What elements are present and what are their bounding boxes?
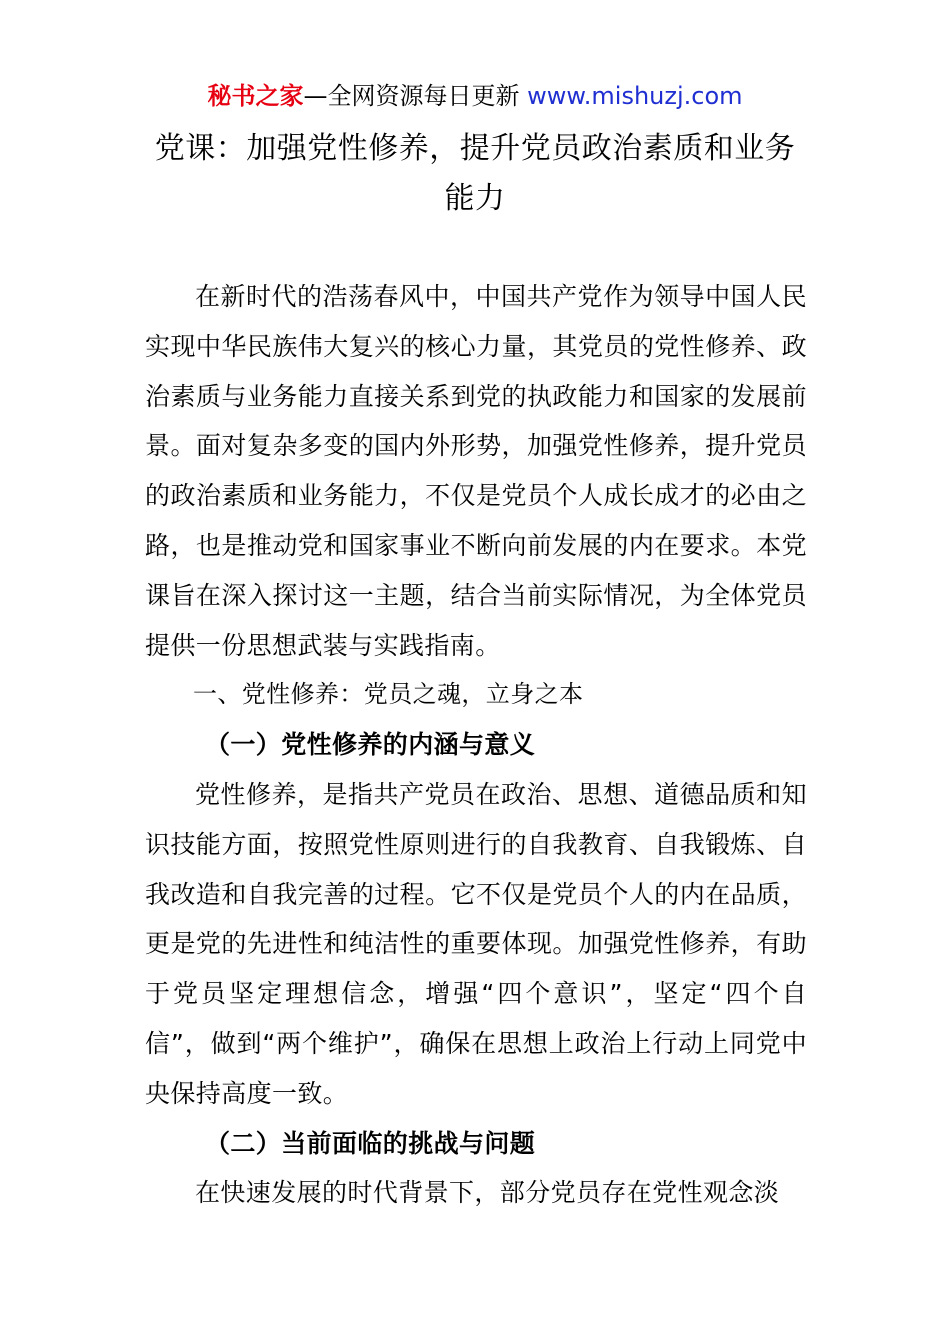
document-title: 党课：加强党性修养，提升党员政治素质和业务能力 bbox=[154, 131, 796, 216]
header-tagline: —全网资源每日更新 bbox=[303, 82, 528, 110]
subsection-2-paragraph: 在快速发展的时代背景下，部分党员存在党性观念淡 bbox=[195, 1178, 780, 1208]
subsection-heading-2: （二）当前面临的挑战与问题 bbox=[205, 1128, 536, 1158]
header-brand: 秘书之家 bbox=[207, 82, 304, 110]
header-site-url: www.mishuzj.com bbox=[527, 82, 743, 110]
document-body bbox=[145, 272, 807, 1218]
intro-paragraph: 在新时代的浩荡春风中，中国共产党作为领导中国人民实现中华民族伟大复兴的核心力量，其党员的党性修养、政治素质与业务能力直接关系到党的执政能力和国家的发展前景。面对复杂多变的国内外形势，加强党性修养，提升党员的政治素质和业务能力，不仅是党员个人成长成才的必由之路，也是推动党和国家事业不断向前发展的内在要求。本党课旨在深入探讨这一主题，结合当前实际情况，为全体党员提供一份思想武装与实践指南。 bbox=[145, 282, 807, 660]
watermark-header bbox=[0, 80, 950, 112]
subsection-heading-1: （一）党性修养的内涵与意义 bbox=[205, 730, 536, 760]
subsection-1-paragraph: 党性修养，是指共产党员在政治、思想、道德品质和知识技能方面，按照党性原则进行的自我教育、自我锻炼、自我改造和自我完善的过程。它不仅是党员个人的内在品质，更是党的先进性和纯洁性的重要体现。加强党性修养，有助于党员坚定理想信念，增强“四个意识”，坚定“四个自信”，做到“两个维护”，确保在思想上政治上行动上同党中央保持高度一致。 bbox=[145, 779, 807, 1108]
section-heading-1: 一、党性修养：党员之魂，立身之本 bbox=[193, 680, 584, 709]
